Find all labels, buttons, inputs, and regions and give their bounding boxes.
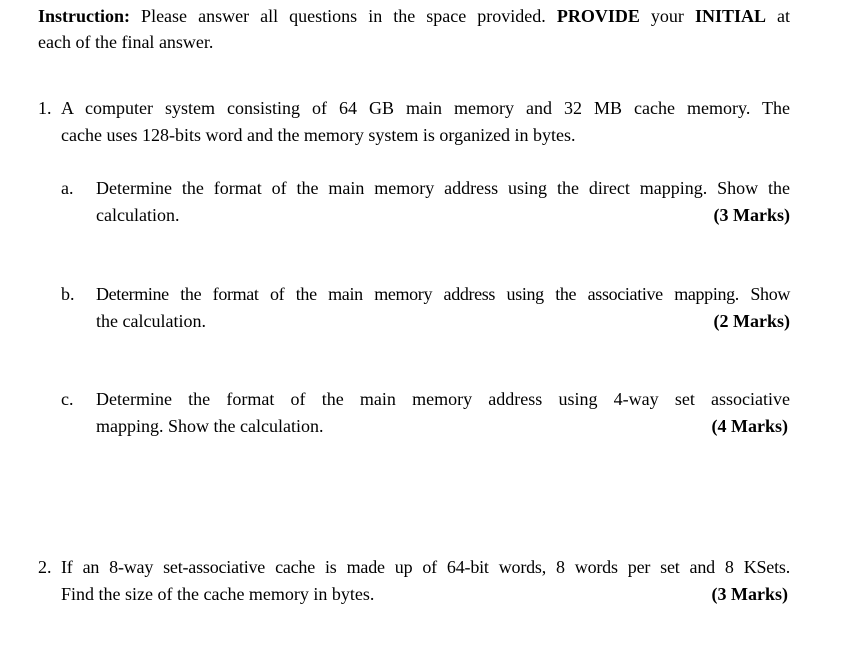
question-2-line-2: Find the size of the cache memory in bytes. [61,584,375,604]
question-1b-label: b. [61,284,75,304]
question-2-number: 2. [38,557,52,577]
question-1c-marks: (4 Marks) [711,416,788,436]
instruction-label: Instruction: [38,6,131,26]
instruction-line-1 [38,3,790,29]
instruction-text-b: your [639,6,695,26]
instruction-initial: INITIAL [694,6,766,26]
question-1c-label: c. [61,389,74,409]
question-1c-line-1: Determine the format of the main memory address using 4-way set associative [96,389,790,409]
instruction-text-c: at [765,6,791,26]
question-1b-line-1: Determine the format of the main memory address using the associative mapping. Show [96,284,790,304]
instruction-line-2: each of the final answer. [38,32,214,52]
question-2-marks: (3 Marks) [711,584,788,604]
question-1-line-2: cache uses 128-bits word and the memory system is organized in bytes. [61,125,576,145]
question-1b-line-2: the calculation. [96,311,206,331]
question-1a-line-1: Determine the format of the main memory address using the direct mapping. Show the [96,178,790,198]
question-2-line-1: If an 8-way set-associative cache is made up of 64-bit words, 8 words per set and 8 KSets. [61,557,790,577]
question-1c-line-2: mapping. Show the calculation. [96,416,324,436]
instruction-text-a: Please answer all questions in the space provided. [130,6,557,26]
question-1a-line-2: calculation. [96,205,180,225]
instruction-provide: PROVIDE [556,6,640,26]
question-1b-marks: (2 Marks) [713,311,790,331]
question-1a-marks: (3 Marks) [713,205,790,225]
question-1-number: 1. [38,98,52,118]
question-1-line-1: A computer system consisting of 64 GB main memory and 32 MB cache memory. The [61,98,790,118]
question-1a-label: a. [61,178,74,198]
